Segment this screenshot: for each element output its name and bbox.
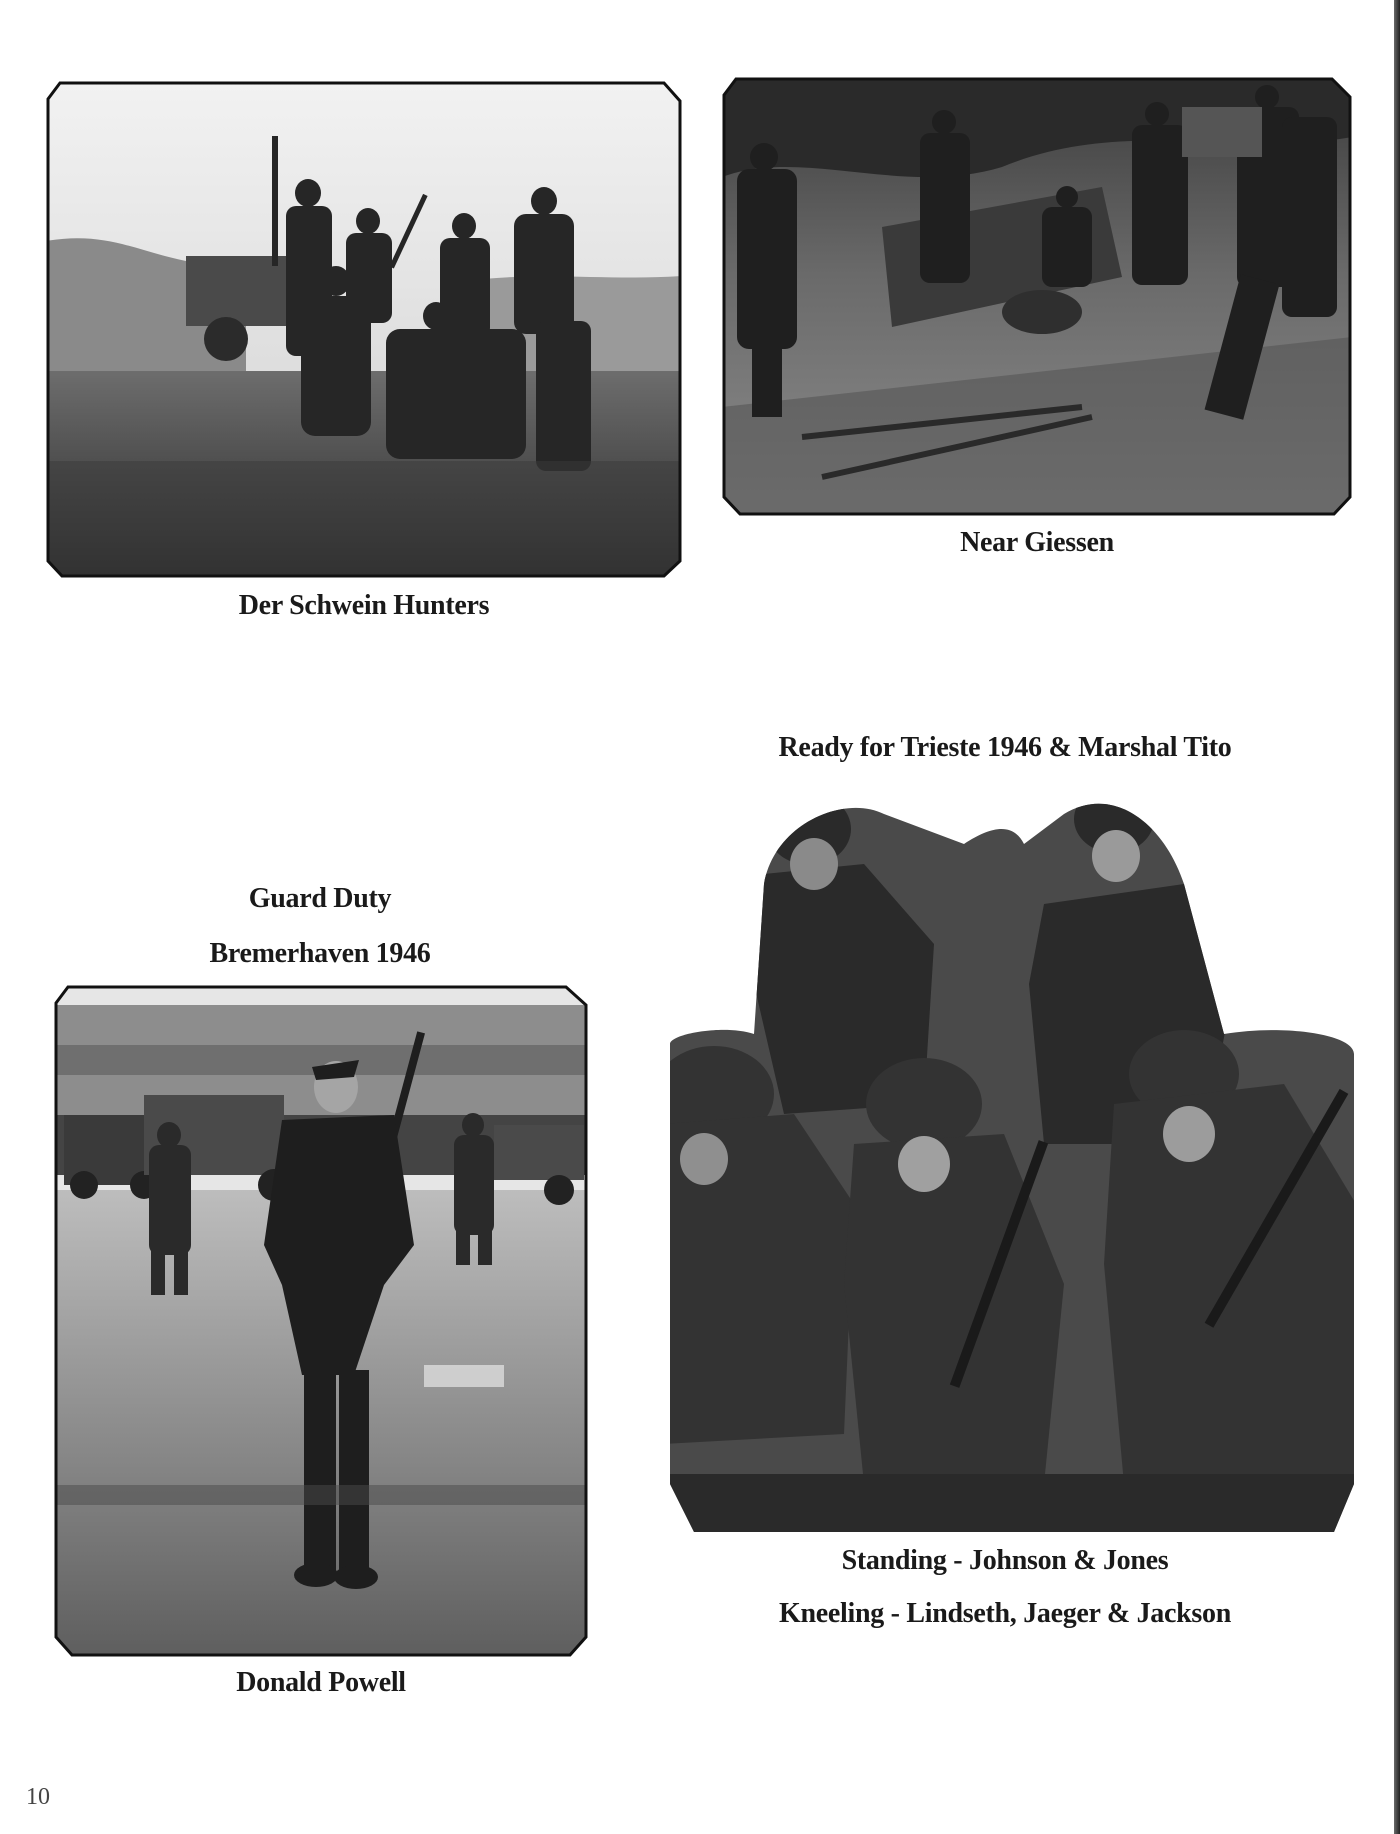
title-trieste: Ready for Trieste 1946 & Marshal Tito bbox=[778, 732, 1232, 763]
caption-near-giessen: Near Giessen bbox=[960, 527, 1114, 558]
page-number: 10 bbox=[26, 1784, 50, 1810]
caption-trieste-line2: Kneeling - Lindseth, Jaeger & Jackson bbox=[779, 1598, 1231, 1629]
title-guard-duty-line2: Bremerhaven 1946 bbox=[209, 938, 431, 969]
photo-trieste-group bbox=[664, 784, 1356, 1536]
caption-donald-powell: Donald Powell bbox=[236, 1667, 406, 1698]
photo-schwein-hunters bbox=[46, 81, 682, 578]
photo-near-giessen bbox=[722, 77, 1352, 516]
title-guard-duty-line1: Guard Duty bbox=[248, 883, 392, 914]
caption-trieste-line1: Standing - Johnson & Jones bbox=[841, 1545, 1169, 1576]
caption-schwein-hunters: Der Schwein Hunters bbox=[238, 590, 490, 621]
page-edge-shadow bbox=[1394, 0, 1400, 1834]
photo-donald-powell bbox=[54, 985, 588, 1657]
